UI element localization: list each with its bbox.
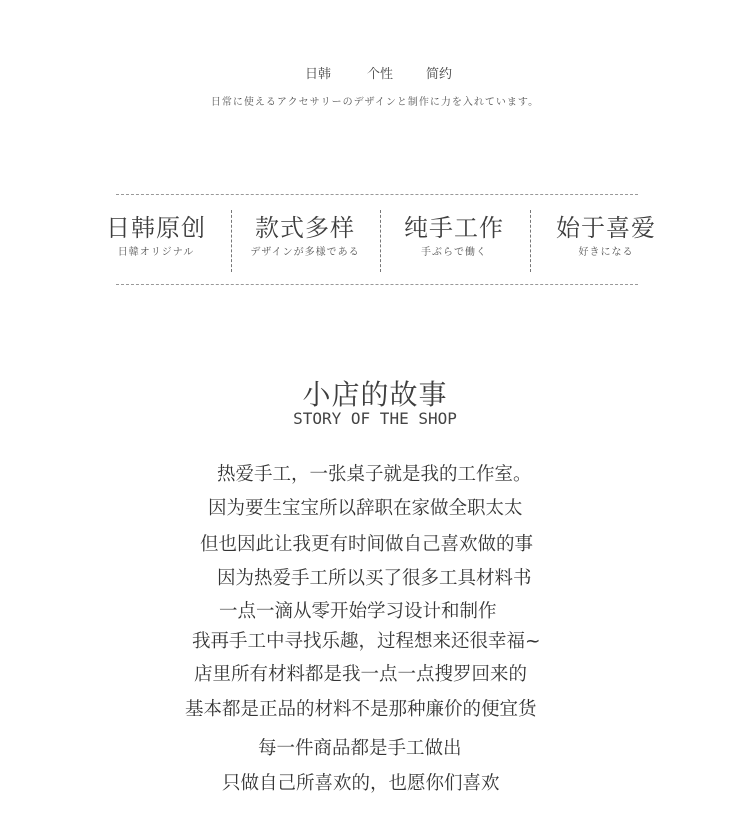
feature-separator	[231, 210, 232, 272]
feature-separator	[380, 210, 381, 272]
story-title: 小店的故事	[302, 378, 448, 411]
story-line: 因为要生宝宝所以辞职在家做全职太太	[208, 498, 523, 519]
story-line: 我再手工中寻找乐趣，过程想来还很幸福~	[192, 631, 541, 652]
feature-subtitle: 手ぶらで働く	[421, 247, 487, 258]
story-line: 一点一滴从零开始学习设计和制作	[219, 601, 497, 622]
feature-subtitle: 好きになる	[578, 247, 634, 258]
feature-love	[549, 212, 663, 270]
tag-word: 个性	[367, 67, 394, 82]
tag-word: 日韩	[305, 67, 332, 82]
feature-title: 纯手工作	[404, 214, 504, 242]
story-line: 热爱手工，一张桌子就是我的工作室。	[217, 464, 532, 485]
feature-separator	[530, 210, 531, 272]
feature-title: 款式多样	[255, 214, 355, 242]
story-line: 店里所有材料都是我一点一点搜罗回来的	[194, 664, 528, 685]
feature-subtitle: デザインが多様である	[250, 247, 360, 258]
story-line: 只做自己所喜欢的，也愿你们喜欢	[222, 773, 500, 794]
feature-subtitle: 日韓オリジナル	[117, 247, 195, 258]
story-line: 每一件商品都是手工做出	[258, 738, 462, 759]
tagline	[0, 63, 750, 83]
feature-handmade	[397, 212, 511, 270]
feature-title: 日韩原创	[106, 214, 206, 242]
feature-title: 始于喜爱	[556, 214, 656, 242]
story-line: 因为热爱手工所以买了很多工具材料书	[217, 568, 532, 589]
story-subtitle: STORY OF THE SHOP	[293, 409, 457, 428]
story-line: 基本都是正品的材料不是那种廉价的便宜货	[185, 699, 537, 720]
bottom-divider	[116, 284, 638, 285]
tag-word: 简约	[426, 67, 453, 82]
top-divider	[116, 194, 638, 195]
feature-original	[100, 212, 212, 270]
header-subtitle: 日常に使えるアクセサリーのデザインと制作に力を入れています。	[210, 97, 540, 108]
feature-variety	[246, 212, 364, 270]
story-line: 但也因此让我更有时间做自己喜欢做的事	[200, 534, 534, 555]
